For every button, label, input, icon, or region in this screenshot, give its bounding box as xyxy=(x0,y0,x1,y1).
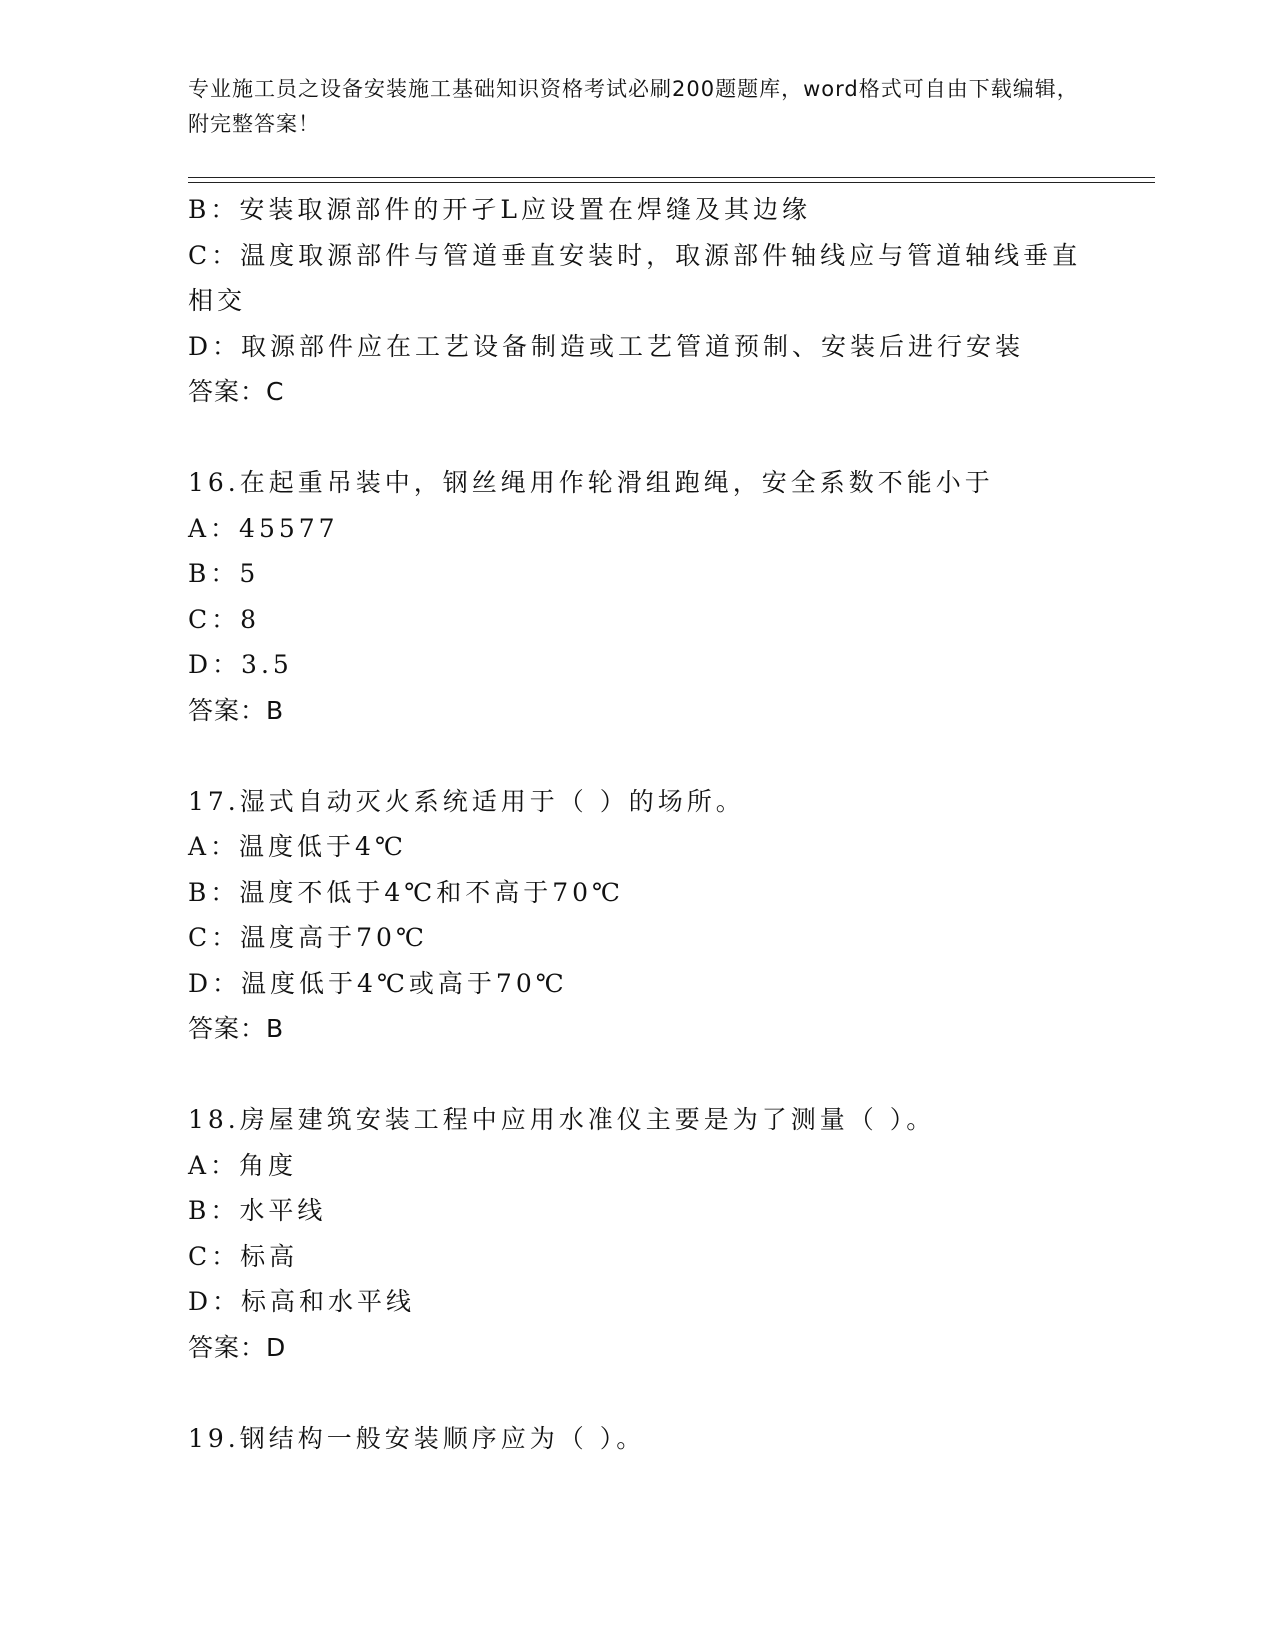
answer: 答案：B xyxy=(188,695,285,725)
spacer xyxy=(188,1370,1088,1416)
option-b: B：水平线 xyxy=(188,1196,327,1225)
option-a: A：温度低于4℃ xyxy=(188,832,407,861)
question-list xyxy=(188,187,1088,1461)
question-text: 18.房屋建筑安装工程中应用水准仪主要是为了测量（ ）。 xyxy=(188,1105,936,1134)
spacer xyxy=(188,733,1088,779)
question-text: 19.钢结构一般安装顺序应为（ ）。 xyxy=(188,1423,646,1453)
spacer xyxy=(188,1052,1088,1098)
option-d: D：取源部件应在工艺设备制造或工艺管道预制、安装后进行安装 xyxy=(188,331,1025,361)
question-15 xyxy=(188,187,1088,415)
question-18 xyxy=(188,1097,1088,1370)
option-a: A：角度 xyxy=(188,1150,298,1180)
option-b: B：安装取源部件的开孑L应设置在焊缝及其边缘 xyxy=(188,195,811,224)
answer: 答案：C xyxy=(188,377,285,406)
option-d: D：标高和水平线 xyxy=(188,1287,416,1316)
header-rule-bottom xyxy=(188,182,1155,183)
answer: 答案：D xyxy=(188,1332,287,1362)
answer: 答案：B xyxy=(188,1014,285,1043)
option-d: D：3.5 xyxy=(188,650,293,679)
option-c: C：8 xyxy=(188,604,261,634)
option-c: C：标高 xyxy=(188,1241,299,1271)
document-header: 专业施工员之设备安装施工基础知识资格考试必刷200题题库，word格式可自由下载编辑，附完整答案！ xyxy=(188,77,1079,136)
option-b: B：5 xyxy=(188,559,260,588)
question-19 xyxy=(188,1416,1088,1462)
spacer xyxy=(188,415,1088,461)
header-rule-top xyxy=(188,177,1155,178)
option-d: D：温度低于4℃或高于70℃ xyxy=(188,968,568,998)
question-text: 16.在起重吊装中，钢丝绳用作轮滑组跑绳，安全系数不能小于 xyxy=(188,468,994,497)
option-c: C：温度高于70℃ xyxy=(188,923,428,952)
question-17 xyxy=(188,779,1088,1052)
question-text: 17.湿式自动灭火系统适用于（ ）的场所。 xyxy=(188,786,745,816)
option-a: A：45577 xyxy=(188,513,339,543)
option-b: B：温度不低于4℃和不高于70℃ xyxy=(188,877,625,907)
question-16 xyxy=(188,460,1088,733)
option-c: C：温度取源部件与管道垂直安装时，取源部件轴线应与管道轴线垂直相交 xyxy=(188,240,1082,315)
